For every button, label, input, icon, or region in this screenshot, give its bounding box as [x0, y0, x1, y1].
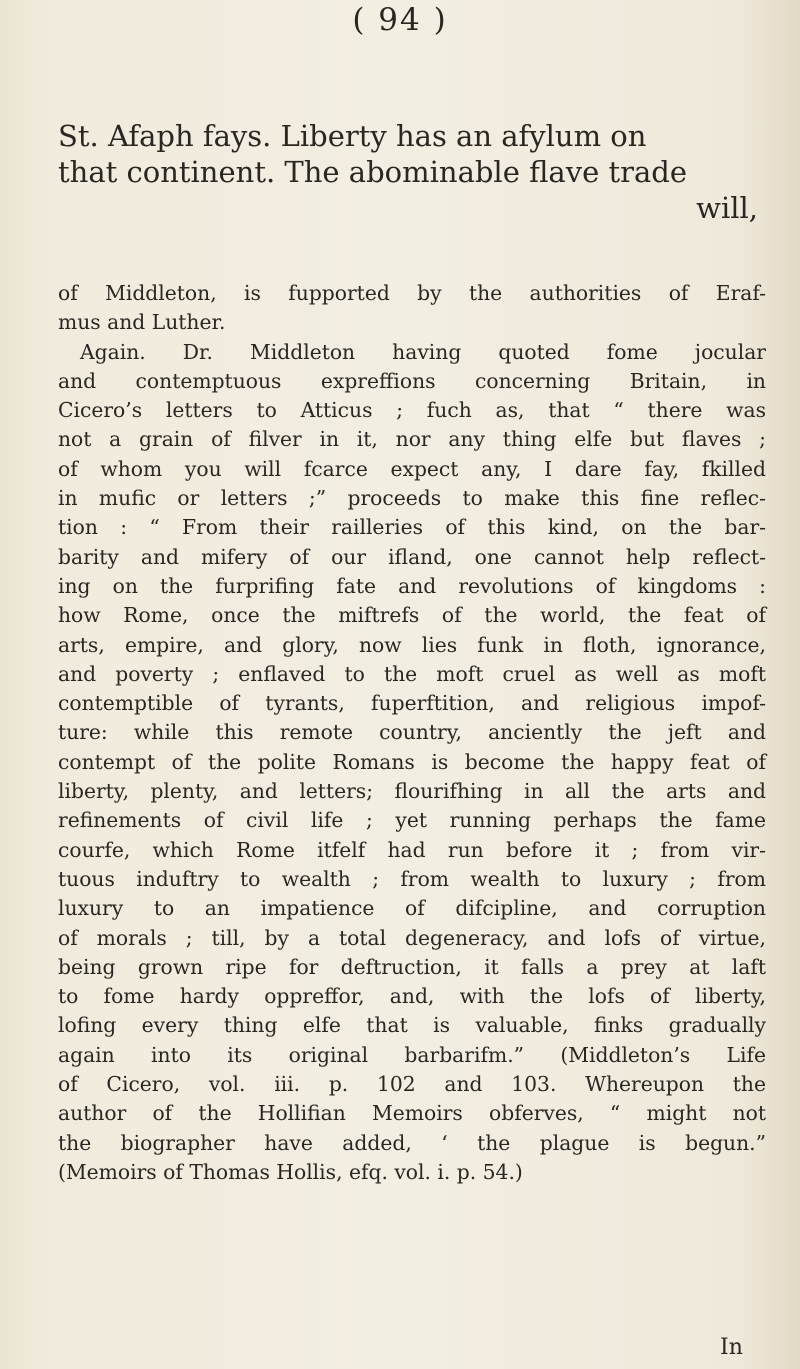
footnote-line: not a grain of filver in it, nor any thing elfe but flaves ;	[58, 427, 766, 452]
footnote-line: lofing every thing elfe that is valuable, finks gradually	[58, 1013, 766, 1038]
footnote-line: mus and Luther.	[58, 310, 226, 335]
footnote-line: how Rome, once the miftrefs of the world, the feat of	[58, 603, 766, 628]
footnote-line: of whom you will fcarce expect any, I dare fay, fkilled	[58, 456, 766, 481]
page-catchword: In	[720, 1335, 743, 1360]
footnote-line: and contemptuous expreffions concerning Britain, in	[58, 368, 766, 393]
page-number: ( 94 )	[352, 2, 448, 38]
footnote-line: author of the Hollifian Memoirs obferves, “ might not	[58, 1101, 766, 1126]
footnote-line: tuous induftry to wealth ; from wealth to luxury ; from	[58, 866, 766, 891]
footnote-line: ture: while this remote country, anciently the jeft and	[58, 720, 766, 745]
footnote-line: of Cicero, vol. iii. p. 102 and 103. Whereupon the	[58, 1072, 766, 1097]
verse-catchword: will,	[696, 191, 758, 225]
footnote-line: of morals ; till, by a total degeneracy, and lofs of virtue,	[58, 925, 766, 950]
footnote-line: being grown ripe for deftruction, it falls a prey at laft	[58, 954, 766, 979]
footnote-line: Again. Dr. Middleton having quoted fome jocular	[80, 339, 766, 364]
footnote-line: barity and mifery of our ifland, one cannot help reflect-	[58, 544, 766, 569]
footnote-line: arts, empire, and glory, now lies funk in floth, ignorance,	[58, 632, 766, 657]
footnote-line: courfe, which Rome itfelf had run before it ; from vir-	[58, 837, 766, 862]
footnote-line: the biographer have added, ‘ the plague is begun.”	[58, 1130, 766, 1155]
footnote-line: tion : “ From their railleries of this kind, on the bar-	[58, 515, 766, 540]
footnote-line: Cicero’s letters to Atticus ; fuch as, that “ there was	[58, 398, 766, 423]
footnote-line: contemptible of tyrants, fuperftition, and religious impof-	[58, 691, 766, 716]
footnote-line: (Memoirs of Thomas Hollis, efq. vol. i. p. 54.)	[58, 1159, 523, 1184]
footnote-line: luxury to an impatience of difcipline, and corruption	[58, 896, 766, 921]
footnote-line: and poverty ; enflaved to the moft cruel as well as moft	[58, 661, 766, 686]
footnote-line: again into its original barbarifm.” (Middleton’s Life	[58, 1042, 766, 1067]
verse-line: St. Afaph fays. Liberty has an afylum on	[58, 119, 647, 153]
footnote-line: refinements of civil life ; yet running perhaps the fame	[58, 808, 766, 833]
footnote-line: contempt of the polite Romans is become the happy feat of	[58, 749, 766, 774]
verse-line: that continent. The abominable flave trade	[58, 155, 688, 189]
footnote-line: to fome hardy oppreffor, and, with the lofs of liberty,	[58, 984, 766, 1009]
footnote-block	[58, 279, 766, 1187]
verse-block	[58, 118, 760, 226]
footnote-line: in mufic or letters ;” proceeds to make this fine reflec-	[58, 486, 766, 511]
footnote-line: of Middleton, is fupported by the authorities of Eraf-	[58, 281, 766, 305]
footnote-line: ing on the furprifing fate and revolutions of kingdoms :	[58, 573, 766, 598]
footnote-line: liberty, plenty, and letters; flourifhing in all the arts and	[58, 779, 766, 804]
